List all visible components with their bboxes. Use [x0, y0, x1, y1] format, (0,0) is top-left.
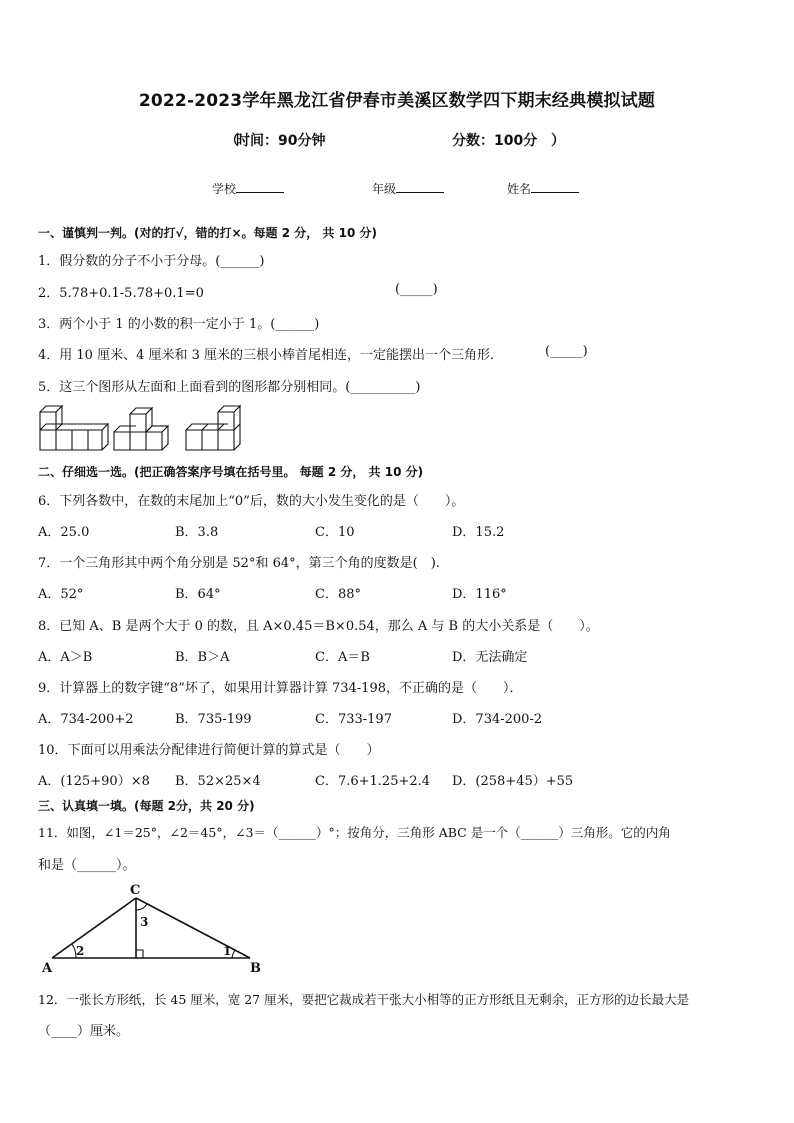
q6-option-d[interactable]: D．15.2 [452, 525, 505, 540]
cube-figure-2 [114, 408, 168, 450]
q6-option-c[interactable]: C．10 [315, 525, 355, 540]
question-8: 8．已知 A、B 是两个大于 0 的数，且 A×0.45＝B×0.54，那么 A 与 B 的大小关系是（ ）。 [38, 619, 599, 634]
q9-option-b[interactable]: B．735-199 [175, 712, 252, 727]
q10-option-d[interactable]: D．(258+45）+55 [452, 774, 574, 789]
name-blank[interactable] [531, 180, 579, 193]
q10-option-b[interactable]: B．52×25×4 [175, 774, 261, 789]
question-2: 2．5.78+0.1-5.78+0.1=0 [38, 286, 204, 301]
grade-field[interactable]: 年级 [372, 180, 444, 197]
cube-figure-1 [40, 406, 108, 450]
grade-blank[interactable] [396, 180, 444, 193]
question-4-blank[interactable]: (_____) [545, 344, 588, 359]
question-3: 3．两个小于 1 的小数的积一定小于 1。(______) [38, 317, 320, 332]
exam-meta [0, 130, 794, 150]
triangle-figure [38, 880, 278, 976]
angle-3-label: 3 [140, 915, 149, 929]
q6-option-b[interactable]: B．3.8 [175, 525, 219, 540]
paren-close: ） [551, 133, 565, 149]
q7-option-d[interactable]: D．116° [452, 587, 507, 602]
question-5: 5．这三个图形从左面和上面看到的图形都分别相同。(__________) [38, 380, 421, 395]
question-12-line-2: （____）厘米。 [38, 1024, 130, 1039]
page-title: 2022-2023学年黑龙江省伊春市美溪区数学四下期末经典模拟试题 [138, 91, 656, 111]
school-blank[interactable] [236, 180, 284, 193]
q10-option-a[interactable]: A．(125+90）×8 [38, 774, 150, 789]
q7-option-a[interactable]: A．52° [38, 587, 84, 602]
question-2-blank[interactable]: (_____) [395, 282, 438, 297]
exam-time: 时间：90分钟 [236, 133, 326, 149]
q8-option-d[interactable]: D．无法确定 [452, 650, 528, 665]
angle-1-label: 1 [223, 944, 232, 958]
q6-option-a[interactable]: A．25.0 [38, 525, 90, 540]
question-6: 6．下列各数中，在数的末尾加上“0”后，数的大小发生变化的是（ ）。 [38, 494, 465, 509]
q9-option-d[interactable]: D．734-200-2 [452, 712, 543, 727]
cube-figures [38, 404, 250, 452]
q9-option-a[interactable]: A．734-200+2 [38, 712, 134, 727]
q8-option-c[interactable]: C．A＝B [315, 650, 370, 665]
student-info [0, 180, 794, 200]
section-2-title: 二、仔细选一选。(把正确答案序号填在括号里。 每题 2 分， 共 10 分) [38, 465, 424, 479]
q7-option-c[interactable]: C．88° [315, 587, 361, 602]
question-7: 7．一个三角形其中两个角分别是 52°和 64°，第三个角的度数是( ). [38, 556, 440, 571]
exam-score: 分数：100分 [452, 133, 538, 149]
q8-option-a[interactable]: A．A＞B [38, 650, 93, 665]
q7-option-b[interactable]: B．64° [175, 587, 221, 602]
question-10: 10．下面可以用乘法分配律进行简便计算的算式是（ ） [38, 743, 380, 758]
vertex-c-label: C [130, 883, 141, 898]
cube-figure-3 [186, 406, 240, 450]
question-12-line-1: 12．一张长方形纸，长 45 厘米，宽 27 厘米，要把它裁成若干张大小相等的正方形纸且无剩余，正方形的边长最大是 [38, 992, 690, 1007]
paren-open: （ [225, 133, 239, 149]
question-11-line-2: 和是（______）。 [38, 858, 136, 873]
angle-2-label: 2 [76, 944, 85, 958]
question-9: 9．计算器上的数字键“8”坏了，如果用计算器计算 734-198，不正确的是（ ）． [38, 681, 523, 696]
question-11-line-1: 11．如图，∠1＝25°，∠2＝45°，∠3＝（______）°；按角分，三角形 ABC 是一个（______）三角形。它的内角 [38, 825, 671, 840]
name-field[interactable]: 姓名 [507, 180, 579, 197]
vertex-b-label: B [250, 961, 261, 976]
vertex-a-label: A [42, 961, 53, 976]
q9-option-c[interactable]: C．733-197 [315, 712, 392, 727]
section-3-title: 三、认真填一填。(每题 2分，共 20 分) [38, 799, 255, 813]
q10-option-c[interactable]: C．7.6+1.25+2.4 [315, 774, 431, 789]
question-4: 4．用 10 厘米、4 厘米和 3 厘米的三根小棒首尾相连，一定能摆出一个三角形． [38, 348, 504, 363]
question-1: 1．假分数的分子不小于分母。(______) [38, 254, 265, 269]
school-field[interactable]: 学校 [212, 180, 284, 197]
section-1-title: 一、谨慎判一判。(对的打√，错的打×。每题 2 分， 共 10 分) [38, 226, 377, 240]
q8-option-b[interactable]: B．B＞A [175, 650, 230, 665]
